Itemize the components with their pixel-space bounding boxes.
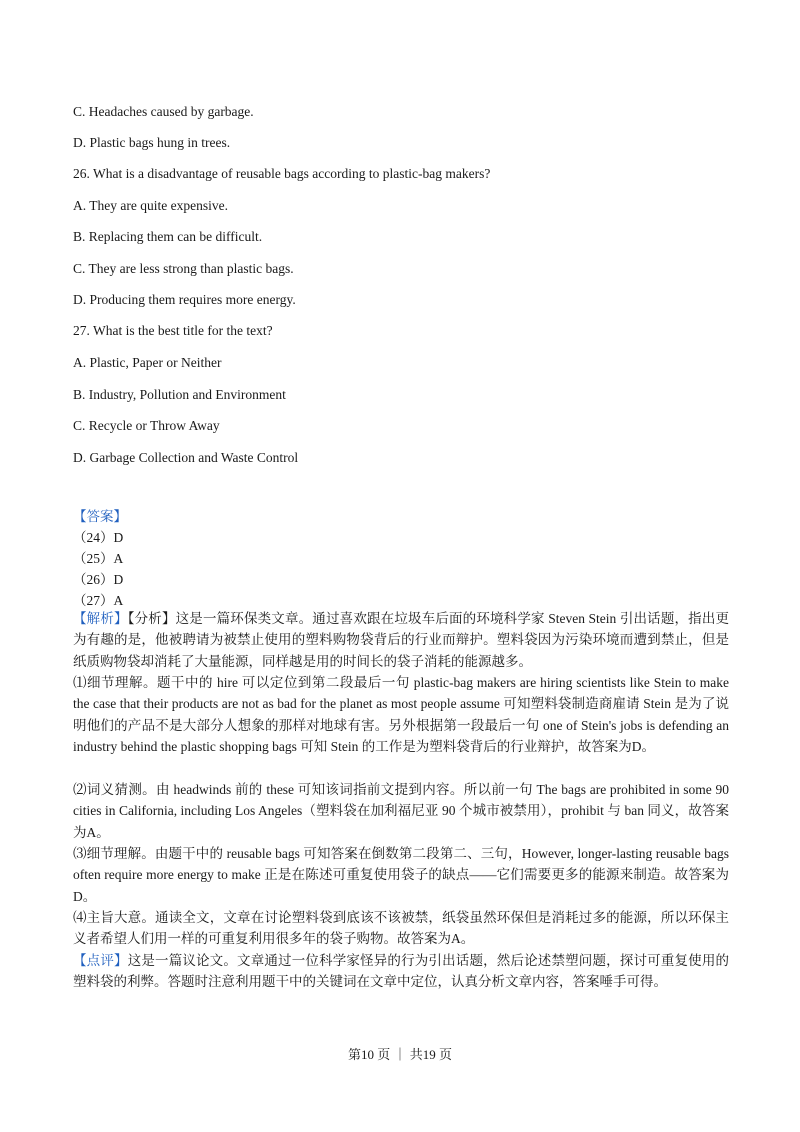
option-b-q27: B. Industry, Pollution and Environment [73,387,286,402]
answer-item-24: （24）D [73,530,124,545]
detail-paragraph-3: ⑶细节理解。由题干中的 reusable bags 可知答案在倒数第二段第二、三句，However, longer-lasting reusable bags often require more energy to make 正是在陈述可重复使用袋子的缺点——它们需要更多的能源来制造。故答案为D。 [73,846,729,904]
question-27: 27. What is the best title for the text? [73,323,273,338]
answer-item-27: （27）A [73,593,124,608]
option-c-q26: C. They are less strong than plastic bags. [73,261,294,276]
page-footer: 第10 页 ｜ 共19 页 [347,1047,452,1062]
comment-paragraph [73,950,729,993]
answer-heading: 【答案】 [73,509,127,524]
option-c-q25: C. Headaches caused by garbage. [73,104,254,119]
analysis-text: 【分析】这是一篇环保类文章。通过喜欢跟在垃圾车后面的环境科学家 Steven Stein 引出话题，指出更为有趣的是，他被聘请为被禁止使用的塑料购物袋背后的行业而辩护。塑料袋因为污染环境而遭到禁止，但是纸质购物袋却消耗了大量能源，同样越是用的时间长的袋子消耗的能源越多。 [73,611,730,669]
detail-paragraph-2: ⑵词义猜测。由 headwinds 前的 these 可知该词指前文提到内容。所以前一句 The bags are prohibited in some 90 cities in California, including Los Angeles（塑料袋在加利福尼亚 90 个城市被禁用），prohibit 与 ban 同义，故答案为A。 [73,782,729,840]
option-c-q27: C. Recycle or Throw Away [73,418,220,433]
option-d-q27: D. Garbage Collection and Waste Control [73,450,299,465]
answer-item-26: （26）D [73,572,124,587]
answer-item-25: （25）A [73,551,124,566]
option-a-q26: A. They are quite expensive. [73,198,228,213]
option-d-q26: D. Producing them requires more energy. [73,292,296,307]
option-b-q26: B. Replacing them can be difficult. [73,229,263,244]
analysis-paragraph [73,608,729,672]
comment-text: 这是一篇议论文。文章通过一位科学家怪异的行为引出话题，然后论述禁塑问题，探讨可重复使用的塑料袋的利弊。答题时注意利用题干中的关键词在文章中定位，认真分析文章内容，答案唾手可得。 [73,953,730,990]
option-d-q25: D. Plastic bags hung in trees. [73,135,231,150]
comment-label: 【点评】 [73,953,128,968]
detail-paragraph-1: ⑴细节理解。题干中的 hire 可以定位到第二段最后一句 plastic-bag makers are hiring scientists like Stein to make the case that their products are not as bad for the planet as most people assume 可知塑料袋制造商雇请 Stein 是为了说明他们的产品不是大部分人想象的那样对地球有害。另外根据第一段最后一句 one of Stein's jobs is defending an industry behind the plastic shopping bags 可知 Stein 的工作是为塑料袋背后的行业辩护，故答案为D。 [73,675,729,755]
detail-paragraph-4: ⑷主旨大意。通读全文，文章在讨论塑料袋到底该不该被禁，纸袋虽然环保但是消耗过多的能源，所以环保主义者希望人们用一样的可重复利用很多年的袋子购物。故答案为A。 [73,910,729,947]
option-a-q27: A. Plastic, Paper or Neither [73,355,222,370]
analysis-label: 【解析】 [73,611,128,626]
question-26: 26. What is a disadvantage of reusable bags according to plastic-bag makers? [73,166,491,181]
